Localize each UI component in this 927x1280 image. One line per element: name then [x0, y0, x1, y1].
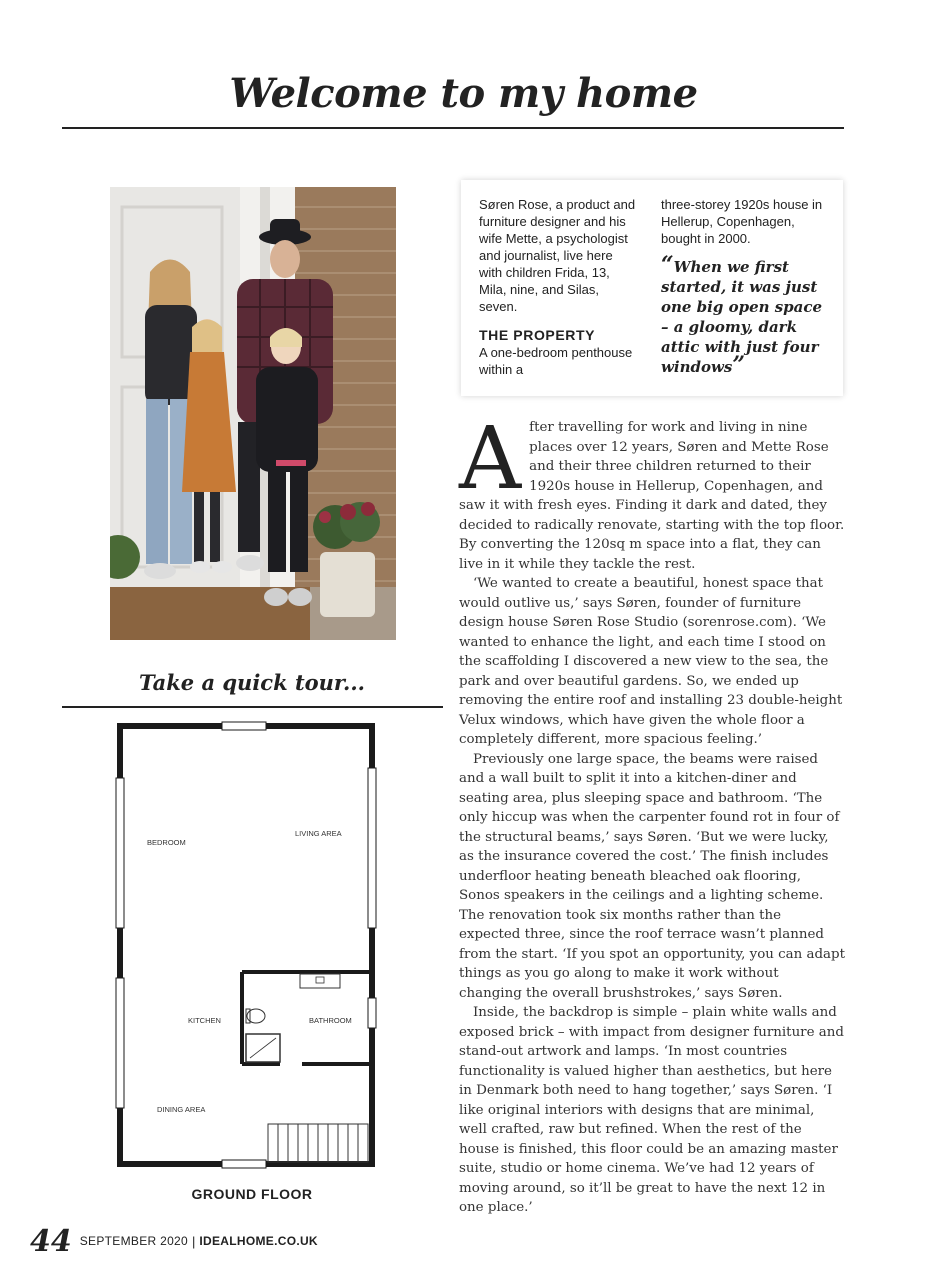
- intro-column-left: [479, 196, 639, 378]
- drop-cap: A: [459, 409, 522, 509]
- footer-separator: |: [192, 1233, 196, 1249]
- property-text-end: three-storey 1920s house in Hellerup, Copenhagen, bought in 2000.: [661, 197, 823, 246]
- room-label-bedroom: BEDROOM: [147, 838, 186, 847]
- tour-heading: Take a quick tour...: [139, 670, 365, 695]
- intro-column-right: [661, 196, 831, 377]
- close-quote-icon: ”: [732, 352, 746, 378]
- intro-box: [461, 180, 843, 396]
- website-link[interactable]: IDEALHOME.CO.UK: [199, 1234, 318, 1248]
- pull-quote: [661, 252, 831, 378]
- article-paragraph-2: ‘We wanted to create a beautiful, honest space that would outlive us,’ says Søren, founder of furniture design house Søren Rose Studio (sorenrose.com). ‘We wanted to enhance the light, and each time I stood on the scaffolding I discovered a new view to the sea, the park and over beautiful gardens. So, we ended up removing the entire roof and installing 23 double-height Velux windows, which have given the whole floor a completely different, more spacious feeling.’: [459, 576, 843, 747]
- property-heading: THE PROPERTY: [479, 327, 596, 343]
- floor-plan-caption: GROUND FLOOR: [191, 1186, 313, 1202]
- page-title: Welcome to my home: [229, 70, 698, 117]
- article-paragraph-1: [459, 409, 845, 574]
- intro-residents-text: Søren Rose, a product and furniture designer and his wife Mette, a psychologist and journalist, live here with children Frida, 13, Mila, nine, and Silas, seven.: [479, 197, 636, 314]
- article-paragraph-1-text: fter travelling for work and living in nine places over 12 years, Søren and Mette Rose and their three children returned to their 1920s house in Hellerup, Copenhagen, and saw it with fresh eyes. Finding it dark and dated, they decided to radically renovate, starting with the top floor. By converting the 120sq m space into a flat, they can live in it while they tackle the rest.: [459, 420, 845, 572]
- article-body: [459, 409, 845, 1218]
- issue-date: SEPTEMBER 2020: [79, 1234, 188, 1248]
- page-number: 44: [30, 1223, 72, 1259]
- article-paragraph-4: Inside, the backdrop is simple – plain white walls and exposed brick – with impact from designer furniture and stand-out artwork and lamps. ‘In most countries functionality is valued higher than aesthetics, but here in Denmark both need to hang together,’ says Søren. ‘I like original interiors with designs that are minimal, well crafted, raw but refined. When the rest of the house is finished, this floor could be an amazing master suite, studio or home cinema. We’ve had 12 years of moving around, so it’ll be great to have the next 12 in one place.’: [459, 1005, 844, 1215]
- page-footer: [30, 1223, 318, 1259]
- pull-quote-text: When we first started, it was just one big open space – a gloomy, dark attic with just four windows: [661, 258, 823, 376]
- floor-plan: [112, 718, 382, 1174]
- room-label-living: LIVING AREA: [295, 829, 342, 838]
- property-text-start: A one-bedroom penthouse within a: [479, 345, 633, 377]
- article-paragraph-3: Previously one large space, the beams were raised and a wall built to split it into a kitchen-diner and seating area, plus sleeping space and bathroom. ‘The only hiccup was when the carpenter found rot in four of the structural beams,’ says Søren. ‘But we were lucky, as the insurance covered the cost.’ The finish includes underfloor heating beneath bleached oak flooring, Sonos speakers in the ceilings and a lighting scheme. The renovation took six months rather than the expected three, since the roof terrace wasn’t planned from the start. ‘If you spot an opportunity, you can adapt things as you go along to make it work without changing the overall brushstrokes,’ says Søren.: [459, 751, 845, 1001]
- title-rule: [62, 127, 844, 129]
- open-quote-icon: “: [661, 252, 674, 278]
- room-label-bathroom: BATHROOM: [309, 1016, 352, 1025]
- room-label-dining: DINING AREA: [157, 1105, 206, 1114]
- tour-rule: [62, 706, 443, 708]
- family-photo: [110, 187, 396, 640]
- room-label-kitchen: KITCHEN: [188, 1016, 221, 1025]
